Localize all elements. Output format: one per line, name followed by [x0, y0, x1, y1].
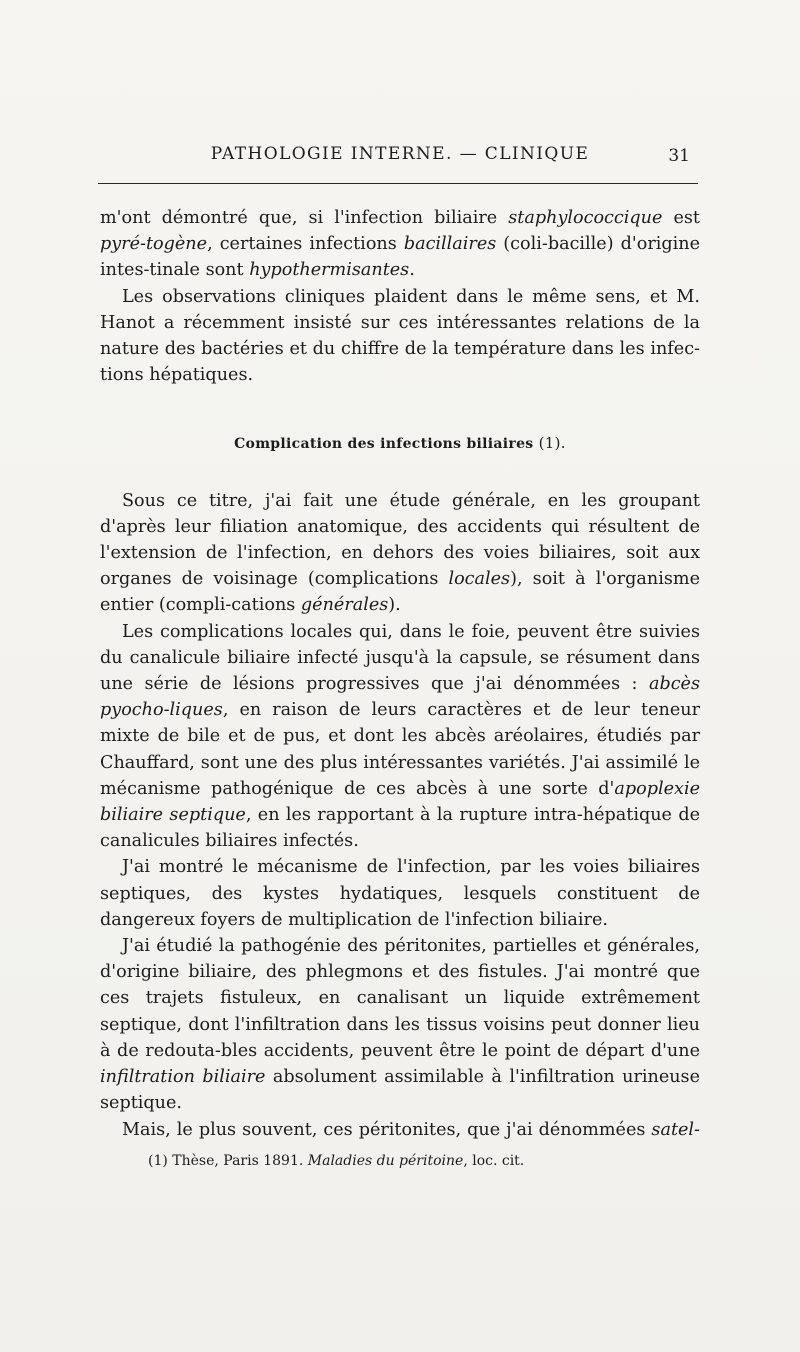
text-run: Les complications locales qui, dans le foie, peuvent être suivies du canalicule biliaire infecté jusqu'à la capsule, se résument dans une série de lésions progressives que j'ai dénommées : [100, 621, 700, 695]
text-run: J'ai étudié la pathogénie des péritonites, partielles et générales, d'origine biliaire, des phlegmons et des fistules. J'ai montré que ces trajets fistuleux, en canalisant un liquide extrêmement septique, dont l'infiltration dans les tissus voisins peut donner lieu à de redouta-bles accidents, peuvent être le point de départ d'une [100, 936, 700, 1061]
text-run: absolument assimilable à l'infiltration urineuse septique. [100, 1067, 700, 1114]
footnote-text: , loc. cit. [463, 1153, 525, 1169]
italic-run: apoplexie biliaire septique [100, 778, 700, 826]
running-head: PATHOLOGIE INTERNE. — CLINIQUE [210, 144, 590, 164]
italic-run: hypothermisantes [249, 260, 410, 281]
paragraph-4 [100, 619, 700, 855]
text-run: est [662, 208, 700, 228]
text-run: (coli-bacille) d'origine intes-tinale sont [100, 234, 700, 281]
text-run: . [409, 260, 415, 281]
text-run: m'ont démontré que, si l'infection biliaire [100, 208, 509, 228]
heading-title: Complication des infections biliaires [234, 436, 534, 453]
paragraph-2: Les observations cliniques plaident dans le même sens, et M. Hanot a récemment insisté sur ces intéressantes relations de la nature des bactéries et du chiffre de la température dans les infec-tions hépatiques. [100, 286, 700, 386]
body-text [100, 205, 700, 1143]
italic-run: staphylococcique [508, 208, 663, 228]
paragraph-5: J'ai montré le mécanisme de l'infection, par les voies biliaires septiques, des kystes hydatiques, lesquels constituent de dangereux foyers de multiplication de l'infection biliaire. [100, 857, 700, 930]
text-run: ), soit à l'organisme entier (compli-cations [100, 569, 700, 616]
italic-run: abcès pyocho-liques [100, 674, 700, 721]
footnote-ref: (1). [538, 434, 566, 453]
text-run: Mais, le plus souvent, ces péritonites, que j'ai dénommées [122, 1119, 652, 1140]
text-run: ). [388, 595, 401, 616]
text-run: , certaines infections [207, 234, 404, 255]
text-run: , en les rapportant à la rupture intra-hépatique de canalicules biliaires infectés. [100, 805, 700, 852]
italic-run: bacillaires [403, 234, 497, 255]
italic-run: satel- [651, 1119, 700, 1140]
paragraph-6 [100, 933, 700, 1116]
paragraph-7 [100, 1117, 700, 1143]
paragraph-3 [100, 488, 700, 619]
footnote [148, 1153, 524, 1169]
footnote-italic: Maladies du péritoine [307, 1153, 464, 1169]
italic-run: infiltration biliaire [100, 1067, 266, 1088]
paragraph-1 [100, 205, 700, 284]
text-run: , en raison de leurs caractères et de leur teneur mixte de bile et de pus, et dont les abcès aréolaires, étudiés par Chauffard, sont une des plus intéressantes variétés. J'ai assimilé le mécanisme pathogénique de ces abcès à une sorte d' [100, 700, 700, 799]
page-number: 31 [668, 146, 690, 166]
text-run: Sous ce titre, j'ai fait une étude générale, en les groupant d'après leur filiation anatomique, des accidents qui résultent de l'extension de l'infection, en dehors des voies biliaires, soit aux organes de voisinage (complications [100, 490, 700, 590]
footnote-text: (1) Thèse, Paris 1891. [148, 1153, 308, 1169]
page-header [100, 144, 700, 172]
italic-run: locales [448, 569, 511, 590]
italic-run: pyré-togène [100, 234, 208, 255]
section-heading [100, 430, 700, 457]
header-rule [98, 183, 698, 184]
italic-run: générales [300, 595, 389, 616]
